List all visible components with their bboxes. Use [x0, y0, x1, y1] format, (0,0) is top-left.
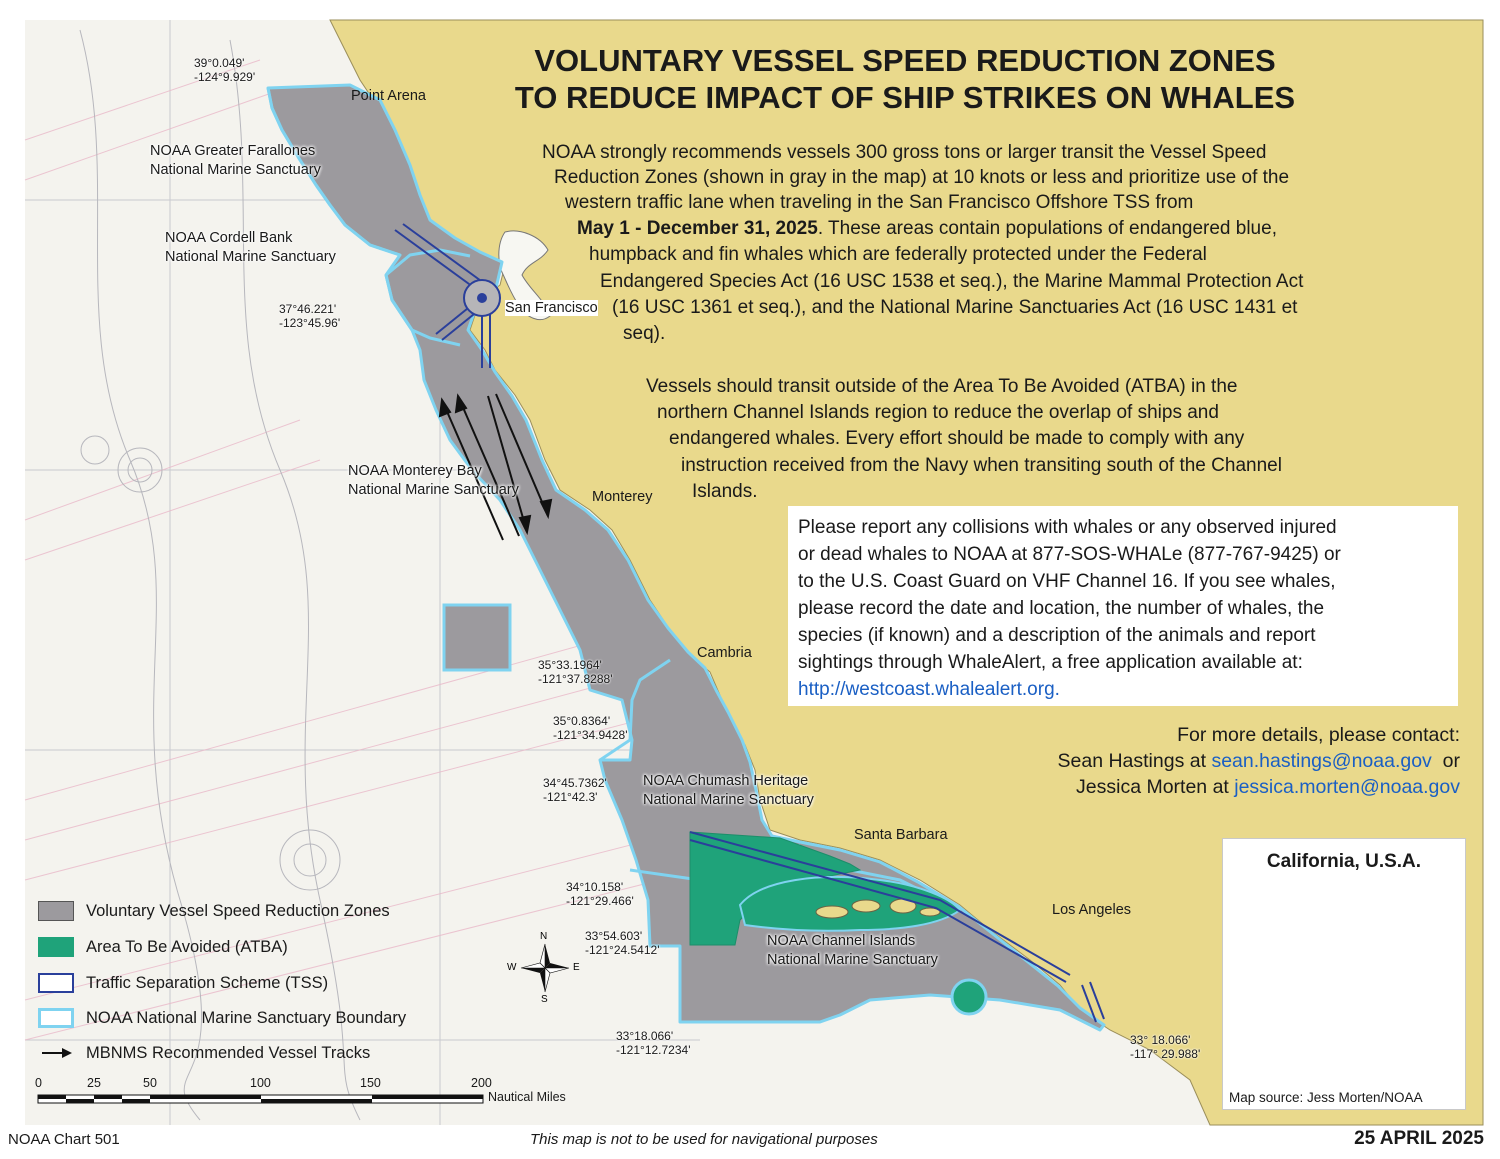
report-collisions-box	[788, 506, 1458, 706]
label-san-francisco: San Francisco	[505, 300, 598, 316]
publication-date: 25 APRIL 2025	[1354, 1128, 1484, 1149]
label-monterey: Monterey	[592, 489, 653, 505]
report-line5: species (if known) and a description of the animals and report	[798, 625, 1316, 646]
coord-4-lat: 35°0.8364'	[553, 714, 611, 728]
monterey-sanctuary-line-2: National Marine Sanctuary	[348, 482, 519, 498]
contact-line-2	[840, 774, 1460, 800]
contact-line-1	[840, 748, 1460, 774]
speed-reduction-zone-davidson	[444, 605, 510, 670]
coord-3-lon: -121°37.8288'	[538, 672, 613, 686]
sanctuary-swatch	[38, 1008, 74, 1028]
channel-islands-line-2: National Marine Sanctuary	[767, 952, 938, 968]
para2-line3: endangered whales. Every effort should be made to comply with any	[669, 428, 1245, 449]
chumash-line-1: NOAA Chumash Heritage	[643, 773, 809, 789]
coord-5-lat: 34°45.7362'	[543, 776, 607, 790]
para1-line8: seq).	[623, 323, 666, 344]
coord-1-lon: -124°9.929'	[194, 70, 256, 84]
coordinate-point-4	[553, 714, 627, 742]
scale-tick-100: 100	[250, 1076, 271, 1090]
inset-map-box	[1222, 838, 1466, 1110]
coordinate-point-9	[1130, 1033, 1200, 1061]
compass-west-label: W	[507, 962, 517, 973]
coord-1-lat: 39°0.049'	[194, 56, 245, 70]
farallones-line-2: National Marine Sanctuary	[150, 162, 321, 178]
tss-swatch	[38, 973, 74, 993]
legend-tss-label: Traffic Separation Scheme (TSS)	[86, 974, 329, 992]
coord-6-lat: 34°10.158'	[566, 880, 624, 894]
coord-9-lon: -117° 29.988'	[1130, 1047, 1201, 1061]
compass-south-label: S	[541, 994, 548, 1005]
label-monterey-bay-sanctuary	[348, 462, 519, 500]
contact-person-2: Jessica Morten at	[1076, 776, 1229, 798]
para1-line3: western traffic lane when traveling in the San Francisco Offshore TSS from	[565, 192, 1194, 213]
label-cambria: Cambria	[697, 645, 752, 661]
scale-tick-25: 25	[87, 1076, 101, 1090]
contact-block	[840, 722, 1460, 800]
farallones-line-1: NOAA Greater Farallones	[150, 143, 316, 159]
scale-tick-0: 0	[35, 1076, 42, 1090]
season-dates: May 1 - December 31, 2025	[577, 218, 818, 239]
monterey-sanctuary-line-1: NOAA Monterey Bay	[348, 463, 482, 479]
coord-2-lon: -123°45.96'	[279, 316, 341, 330]
scale-unit: Nautical Miles	[488, 1090, 566, 1104]
atba-circle	[952, 980, 986, 1014]
title-line-2: TO REDUCE IMPACT OF SHIP STRIKES ON WHALES	[514, 80, 1296, 115]
coord-9-lat: 33° 18.066'	[1130, 1033, 1191, 1047]
coord-2-lat: 37°46.221'	[279, 302, 337, 316]
coord-5-lon: -121°42.3'	[543, 790, 598, 804]
chart-number: NOAA Chart 501	[8, 1131, 120, 1148]
san-francisco-precautionary-area	[464, 280, 500, 316]
chumash-line-2: National Marine Sanctuary	[643, 792, 814, 808]
para1-line1: NOAA strongly recommends vessels 300 gross tons or larger transit the Vessel Speed	[542, 142, 1267, 163]
para1-line2: Reduction Zones (shown in gray in the map) at 10 knots or less and prioritize use of the	[554, 167, 1290, 188]
report-line2: or dead whales to NOAA at 877-SOS-WHALe (877-767-9425) or	[798, 544, 1341, 565]
label-cordell-bank-sanctuary	[165, 229, 336, 267]
coord-8-lon: -121°12.7234'	[616, 1043, 691, 1057]
map-source: Map source: Jess Morten/NOAA	[1229, 1090, 1423, 1105]
para2-line1: Vessels should transit outside of the Area To Be Avoided (ATBA) in the	[646, 376, 1238, 397]
para2-line5: Islands.	[692, 481, 758, 502]
scale-tick-50: 50	[143, 1076, 157, 1090]
scale-tick-150: 150	[360, 1076, 381, 1090]
legend-atba-label: Area To Be Avoided (ATBA)	[86, 938, 288, 956]
coordinate-point-1	[194, 56, 255, 84]
channel-islands-line-1: NOAA Channel Islands	[767, 933, 916, 949]
whalealert-link[interactable]: http://westcoast.whalealert.org.	[798, 679, 1060, 700]
atba-swatch	[38, 937, 74, 957]
compass-north-label: N	[540, 931, 548, 942]
para2-line2: northern Channel Islands region to reduce the overlap of ships and	[657, 402, 1219, 423]
arrow-right-icon	[38, 1043, 74, 1063]
para1-line5: humpback and fin whales which are federally protected under the Federal	[589, 244, 1207, 265]
coordinate-point-8	[616, 1029, 690, 1057]
contact-heading: For more details, please contact:	[1177, 724, 1460, 746]
para2-line4: instruction received from the Navy when transiting south of the Channel	[681, 455, 1282, 476]
map-title	[360, 42, 1450, 116]
inset-title: California, U.S.A.	[1266, 851, 1422, 872]
report-line6: sightings through WhaleAlert, a free application available at:	[798, 652, 1303, 673]
email-link-sean[interactable]: sean.hastings@noaa.gov	[1211, 750, 1432, 772]
coord-7-lon: -121°24.5412'	[585, 943, 660, 957]
coordinate-point-6	[566, 880, 634, 908]
cordell-line-2: National Marine Sanctuary	[165, 249, 336, 265]
label-los-angeles: Los Angeles	[1052, 902, 1132, 918]
label-point-arena: Point Arena	[351, 88, 426, 104]
label-chumash-heritage-sanctuary	[643, 772, 814, 810]
cordell-line-1: NOAA Cordell Bank	[165, 230, 293, 246]
coordinate-point-5	[543, 776, 607, 804]
coord-3-lat: 35°33.1964'	[538, 658, 602, 672]
speed-zone-swatch	[38, 901, 74, 921]
legend-tracks-label: MBNMS Recommended Vessel Tracks	[86, 1044, 371, 1062]
coordinate-point-3	[538, 658, 612, 686]
coord-7-lat: 33°54.603'	[585, 929, 643, 943]
contact-or: or	[1442, 750, 1460, 772]
coordinate-point-7	[585, 929, 659, 957]
label-santa-barbara: Santa Barbara	[854, 827, 948, 843]
scale-tick-200: 200	[471, 1076, 492, 1090]
coordinate-point-2	[279, 302, 340, 330]
para1-line6: Endangered Species Act (16 USC 1538 et seq.), the Marine Mammal Protection Act	[600, 271, 1304, 292]
para1-line7: (16 USC 1361 et seq.), and the National Marine Sanctuaries Act (16 USC 1431 et	[612, 297, 1298, 318]
coord-6-lon: -121°29.466'	[566, 894, 634, 908]
legend-speed-zone-label: Voluntary Vessel Speed Reduction Zones	[86, 902, 390, 920]
email-link-jessica[interactable]: jessica.morten@noaa.gov	[1234, 776, 1460, 798]
legend-sanctuary-label: NOAA National Marine Sanctuary Boundary	[86, 1009, 407, 1027]
report-line1: Please report any collisions with whales or any observed injured	[798, 517, 1337, 538]
para1-line4-rest: . These areas contain populations of endangered blue,	[817, 218, 1277, 239]
label-channel-islands-sanctuary	[767, 932, 938, 970]
para1-line4	[577, 217, 1277, 240]
report-line4: please record the date and location, the number of whales, the	[798, 598, 1325, 619]
contact-person-1: Sean Hastings at	[1057, 750, 1207, 772]
compass-east-label: E	[573, 962, 580, 973]
label-greater-farallones-sanctuary	[150, 142, 321, 180]
coord-8-lat: 33°18.066'	[616, 1029, 674, 1043]
scale-bar	[38, 1095, 483, 1103]
title-line-1: VOLUNTARY VESSEL SPEED REDUCTION ZONES	[534, 43, 1276, 78]
report-line3: to the U.S. Coast Guard on VHF Channel 16. If you see whales,	[798, 571, 1336, 592]
coord-4-lon: -121°34.9428'	[553, 728, 628, 742]
navigation-disclaimer: This map is not to be used for navigational purposes	[530, 1131, 878, 1148]
